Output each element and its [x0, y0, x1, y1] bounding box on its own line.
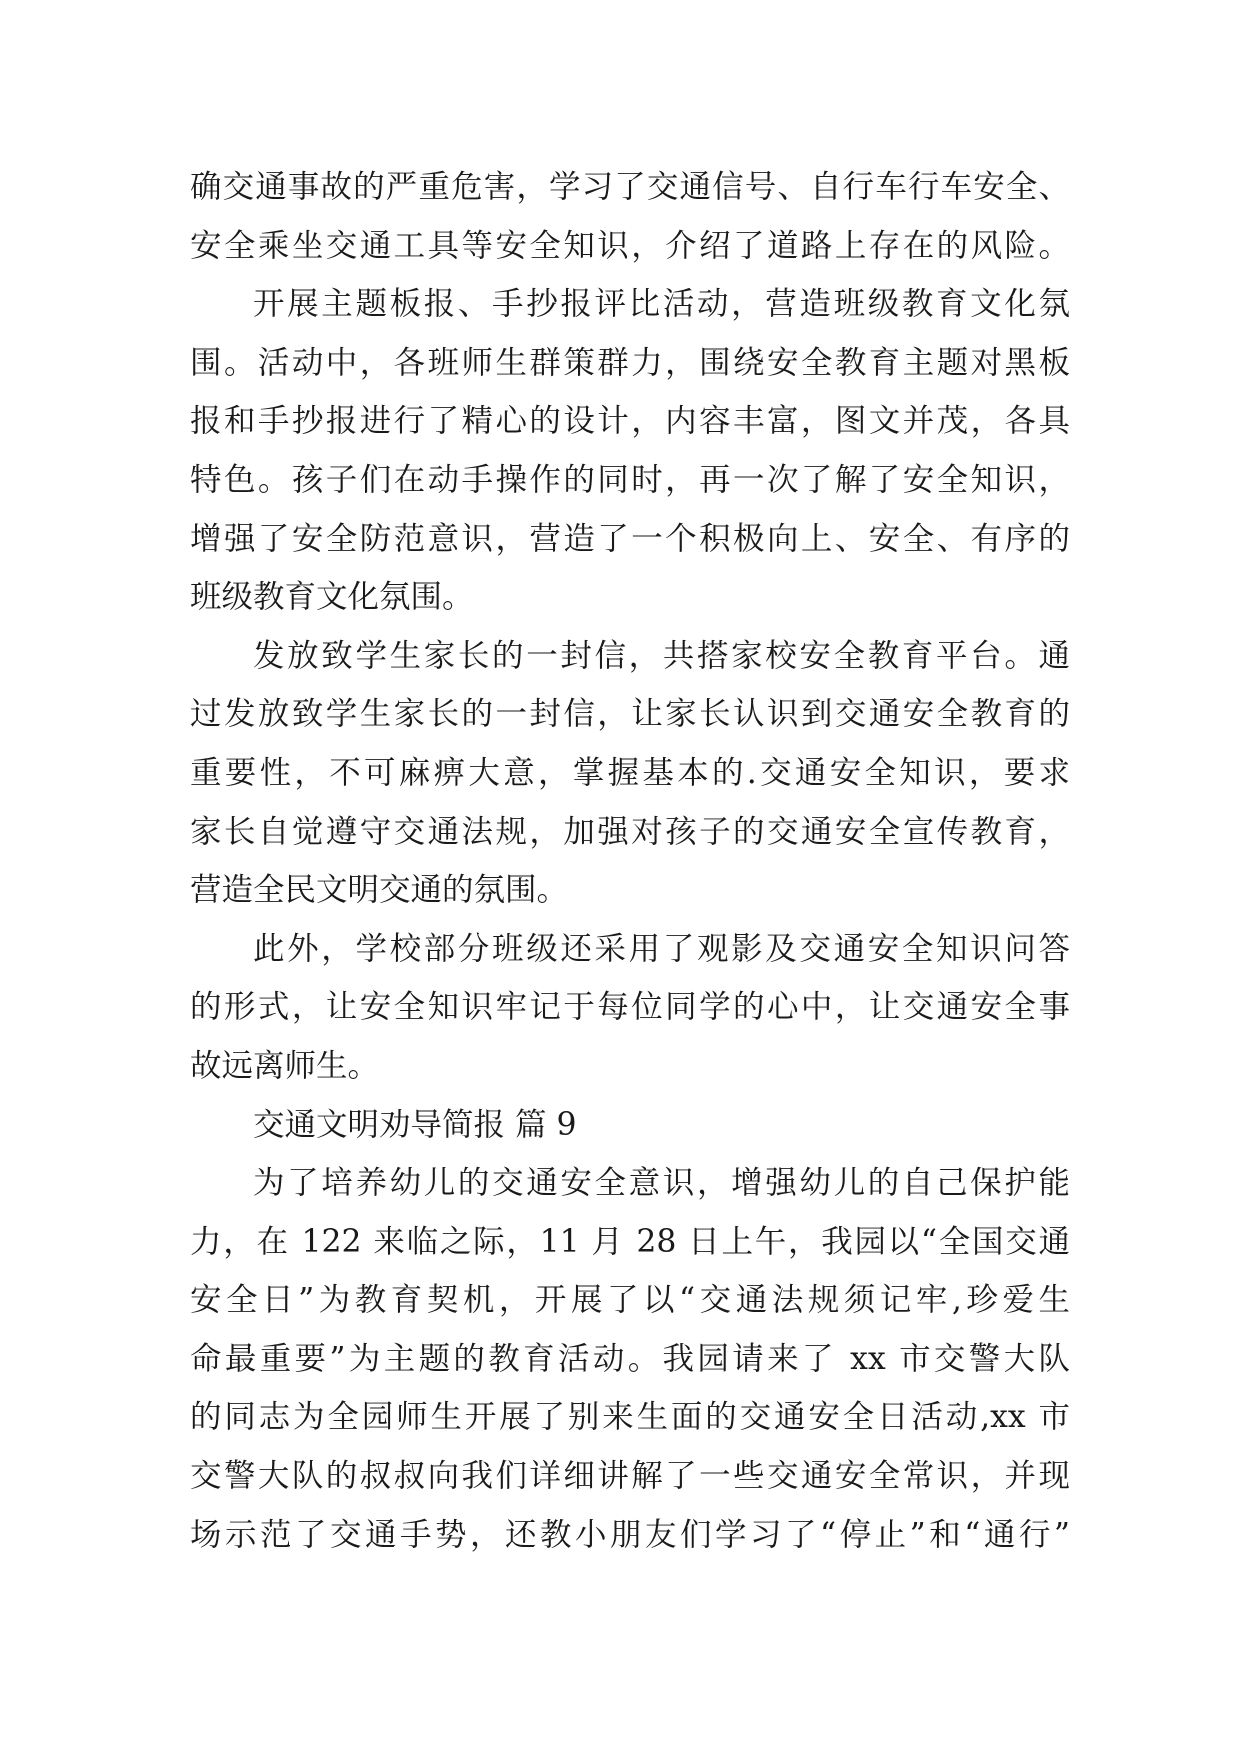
- text-line: 班级教育文化氛围。: [190, 579, 474, 616]
- paragraph-first-line: 发放致学生家长的一封信，共搭家校安全教育平台。通: [253, 637, 1070, 674]
- text-line: 增强了安全防范意识，营造了一个积极向上、安全、有序的: [190, 520, 1070, 557]
- text-line: 的同志为全园师生开展了别来生面的交通安全日活动,xx 市: [190, 1399, 1070, 1436]
- text-line: 过发放致学生家长的一封信，让家长认识到交通安全教育的: [190, 696, 1070, 733]
- text-line: 重要性，不可麻痹大意，掌握基本的.交通安全知识，要求: [190, 754, 1070, 791]
- paragraph-first-line: 开展主题板报、手抄报评比活动，营造班级教育文化氛: [253, 286, 1070, 323]
- text-line: 家长自觉遵守交通法规，加强对孩子的交通安全宣传教育，: [190, 813, 1070, 850]
- text-line: 围。活动中，各班师生群策群力，围绕安全教育主题对黑板: [190, 344, 1070, 381]
- text-line: 安全乘坐交通工具等安全知识，介绍了道路上存在的风险。: [190, 227, 1070, 264]
- document-body: [190, 158, 1070, 1564]
- text-line: 场示范了交通手势，还教小朋友们学习了“停止”和“通行”: [190, 1516, 1070, 1553]
- paragraph-first-line: 为了培养幼儿的交通安全意识，增强幼儿的自己保护能: [253, 1165, 1070, 1202]
- text-line: 特色。孩子们在动手操作的同时，再一次了解了安全知识，: [190, 461, 1070, 498]
- text-line: 安全日”为教育契机，开展了以“交通法规须记牢,珍爱生: [190, 1282, 1070, 1319]
- text-line: 确交通事故的严重危害，学习了交通信号、自行车行车安全、: [190, 169, 1070, 205]
- paragraph-first-line: 交通文明劝导简报 篇 9: [253, 1106, 577, 1143]
- text-line: 营造全民文明交通的氛围。: [190, 872, 569, 909]
- text-line: 交警大队的叔叔向我们详细讲解了一些交通安全常识，并现: [190, 1458, 1070, 1495]
- text-line: 命最重要”为主题的教育活动。我园请来了 xx 市交警大队: [190, 1340, 1070, 1377]
- text-line: 的形式，让安全知识牢记于每位同学的心中，让交通安全事: [190, 989, 1070, 1026]
- text-line: 报和手抄报进行了精心的设计，内容丰富，图文并茂，各具: [190, 403, 1070, 440]
- text-line: 力，在 122 来临之际，11 月 28 日上午，我园以“全国交通: [190, 1223, 1070, 1260]
- text-line: 故远离师生。: [190, 1047, 380, 1084]
- paragraph-first-line: 此外，学校部分班级还采用了观影及交通安全知识问答: [253, 930, 1070, 967]
